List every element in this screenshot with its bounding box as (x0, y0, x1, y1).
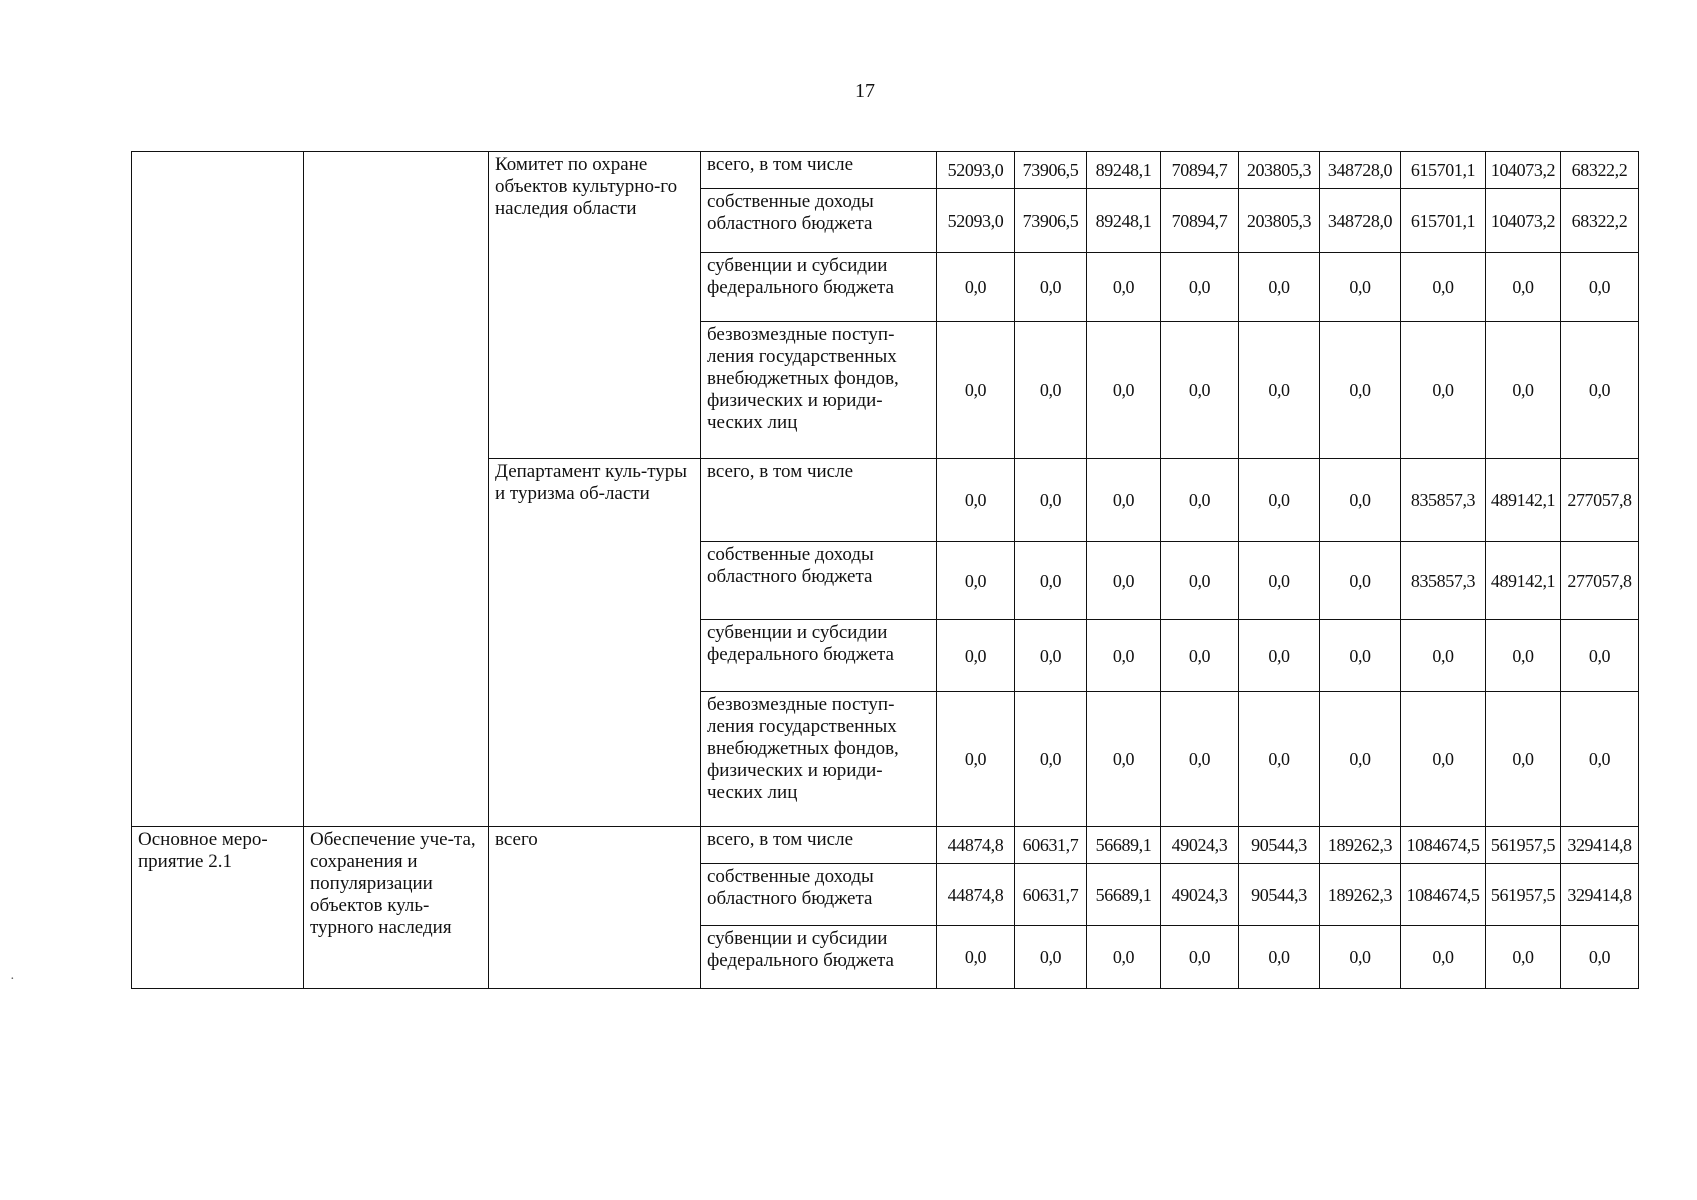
value-cell: 56689,1 (1087, 864, 1161, 926)
value-cell: 89248,1 (1087, 152, 1161, 189)
table-row (132, 152, 1639, 189)
value-cell: 0,0 (1486, 253, 1561, 322)
value-cell: 0,0 (1561, 620, 1639, 692)
value-cell: 44874,8 (937, 864, 1015, 926)
value-cell: 0,0 (1486, 322, 1561, 459)
value-cell: 0,0 (1161, 459, 1239, 542)
value-cell: 0,0 (1486, 620, 1561, 692)
value-cell: 0,0 (1561, 322, 1639, 459)
value-cell: 561957,5 (1486, 864, 1561, 926)
page-number: 17 (855, 80, 875, 102)
value-cell: 0,0 (1015, 459, 1087, 542)
value-cell: 0,0 (1015, 542, 1087, 620)
margin-scan-mark: · (10, 972, 15, 987)
value-cell: 90544,3 (1239, 827, 1320, 864)
value-cell: 73906,5 (1015, 152, 1087, 189)
value-cell: 0,0 (1401, 322, 1486, 459)
value-cell: 0,0 (1486, 926, 1561, 989)
value-cell: 0,0 (1320, 322, 1401, 459)
value-cell: 73906,5 (1015, 189, 1087, 253)
value-cell: 0,0 (937, 322, 1015, 459)
value-cell: 0,0 (1561, 253, 1639, 322)
value-cell: 0,0 (1161, 322, 1239, 459)
value-cell: 561957,5 (1486, 827, 1561, 864)
source-cell: безвозмездные поступ-ления государственных внебюджетных фондов, физических и юриди-ческих лиц (701, 322, 937, 459)
value-cell: 489142,1 (1486, 459, 1561, 542)
value-cell: 49024,3 (1161, 864, 1239, 926)
value-cell: 0,0 (1401, 926, 1486, 989)
value-cell: 189262,3 (1320, 864, 1401, 926)
value-cell: 835857,3 (1401, 542, 1486, 620)
value-cell: 0,0 (1239, 926, 1320, 989)
value-cell: 0,0 (1087, 542, 1161, 620)
value-cell: 0,0 (1320, 692, 1401, 827)
value-cell: 0,0 (1087, 322, 1161, 459)
executor-cell: Департамент куль-туры и туризма об-ласти (489, 459, 701, 827)
value-cell: 104073,2 (1486, 152, 1561, 189)
source-cell: всего, в том числе (701, 152, 937, 189)
source-cell: собственные доходы областного бюджета (701, 189, 937, 253)
value-cell: 0,0 (1015, 620, 1087, 692)
value-cell: 0,0 (1087, 620, 1161, 692)
measure-cell-empty (132, 152, 304, 827)
value-cell: 0,0 (1320, 459, 1401, 542)
value-cell: 52093,0 (937, 189, 1015, 253)
value-cell: 203805,3 (1239, 189, 1320, 253)
value-cell: 0,0 (1486, 692, 1561, 827)
name-cell-empty (304, 152, 489, 827)
value-cell: 0,0 (937, 542, 1015, 620)
source-cell: безвозмездные поступ-ления государственных внебюджетных фондов, физических и юриди-ческих лиц (701, 692, 937, 827)
value-cell: 615701,1 (1401, 152, 1486, 189)
value-cell: 0,0 (1239, 692, 1320, 827)
value-cell: 0,0 (1087, 459, 1161, 542)
value-cell: 70894,7 (1161, 152, 1239, 189)
value-cell: 835857,3 (1401, 459, 1486, 542)
value-cell: 0,0 (1239, 459, 1320, 542)
table-row (132, 827, 1639, 864)
executor-cell: всего (489, 827, 701, 989)
value-cell: 0,0 (937, 253, 1015, 322)
value-cell: 0,0 (937, 459, 1015, 542)
value-cell: 0,0 (1320, 620, 1401, 692)
value-cell: 0,0 (1161, 620, 1239, 692)
value-cell: 44874,8 (937, 827, 1015, 864)
executor-cell: Комитет по охране объектов культурно-го наследия области (489, 152, 701, 459)
value-cell: 0,0 (937, 926, 1015, 989)
value-cell: 0,0 (1015, 322, 1087, 459)
value-cell: 0,0 (1320, 926, 1401, 989)
value-cell: 329414,8 (1561, 864, 1639, 926)
value-cell: 277057,8 (1561, 459, 1639, 542)
value-cell: 0,0 (1239, 253, 1320, 322)
value-cell: 489142,1 (1486, 542, 1561, 620)
value-cell: 0,0 (1087, 253, 1161, 322)
value-cell: 0,0 (1015, 253, 1087, 322)
value-cell: 0,0 (1015, 692, 1087, 827)
value-cell: 0,0 (1561, 692, 1639, 827)
value-cell: 0,0 (937, 620, 1015, 692)
value-cell: 49024,3 (1161, 827, 1239, 864)
value-cell: 60631,7 (1015, 864, 1087, 926)
value-cell: 0,0 (1401, 620, 1486, 692)
value-cell: 348728,0 (1320, 189, 1401, 253)
value-cell: 0,0 (1401, 253, 1486, 322)
value-cell: 1084674,5 (1401, 827, 1486, 864)
source-cell: субвенции и субсидии федерального бюджета (701, 620, 937, 692)
value-cell: 189262,3 (1320, 827, 1401, 864)
value-cell: 0,0 (1161, 692, 1239, 827)
source-cell: собственные доходы областного бюджета (701, 542, 937, 620)
value-cell: 68322,2 (1561, 189, 1639, 253)
value-cell: 0,0 (1320, 542, 1401, 620)
budget-table (131, 151, 1639, 989)
value-cell: 60631,7 (1015, 827, 1087, 864)
value-cell: 0,0 (1401, 692, 1486, 827)
value-cell: 329414,8 (1561, 827, 1639, 864)
value-cell: 203805,3 (1239, 152, 1320, 189)
value-cell: 0,0 (1087, 692, 1161, 827)
value-cell: 1084674,5 (1401, 864, 1486, 926)
value-cell: 0,0 (1561, 926, 1639, 989)
value-cell: 56689,1 (1087, 827, 1161, 864)
source-cell: всего, в том числе (701, 827, 937, 864)
value-cell: 0,0 (1161, 926, 1239, 989)
value-cell: 89248,1 (1087, 189, 1161, 253)
value-cell: 90544,3 (1239, 864, 1320, 926)
value-cell: 0,0 (1015, 926, 1087, 989)
name-cell: Обеспечение уче-та, сохранения и популяризации объектов куль-турного наследия (304, 827, 489, 989)
value-cell: 0,0 (1239, 542, 1320, 620)
value-cell: 68322,2 (1561, 152, 1639, 189)
value-cell: 0,0 (1239, 620, 1320, 692)
value-cell: 348728,0 (1320, 152, 1401, 189)
source-cell: всего, в том числе (701, 459, 937, 542)
value-cell: 104073,2 (1486, 189, 1561, 253)
value-cell: 0,0 (1320, 253, 1401, 322)
value-cell: 277057,8 (1561, 542, 1639, 620)
value-cell: 0,0 (937, 692, 1015, 827)
source-cell: собственные доходы областного бюджета (701, 864, 937, 926)
source-cell: субвенции и субсидии федерального бюджета (701, 926, 937, 989)
value-cell: 0,0 (1161, 253, 1239, 322)
value-cell: 0,0 (1161, 542, 1239, 620)
value-cell: 0,0 (1087, 926, 1161, 989)
source-cell: субвенции и субсидии федерального бюджета (701, 253, 937, 322)
measure-cell: Основное меро-приятие 2.1 (132, 827, 304, 989)
value-cell: 52093,0 (937, 152, 1015, 189)
value-cell: 0,0 (1239, 322, 1320, 459)
value-cell: 70894,7 (1161, 189, 1239, 253)
value-cell: 615701,1 (1401, 189, 1486, 253)
